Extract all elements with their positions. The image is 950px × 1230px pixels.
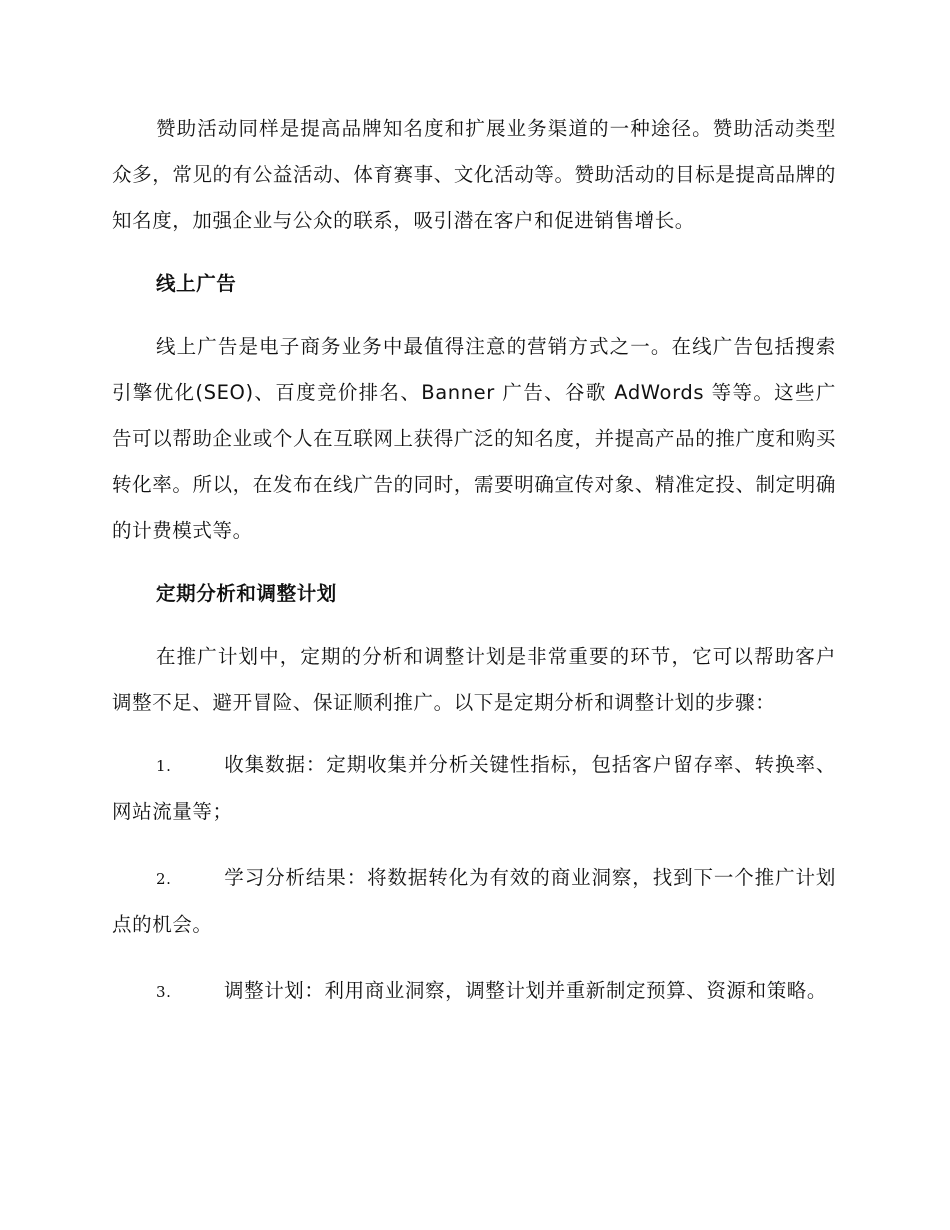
list-item — [112, 855, 836, 948]
document-body — [112, 106, 836, 1035]
list-item-number: 1. — [156, 757, 172, 775]
analysis-paragraph: 在推广计划中，定期的分析和调整计划是非常重要的环节，它可以帮助客户调整不足、避开冒险、保证顺利推广。以下是定期分析和调整计划的步骤： — [112, 645, 836, 714]
list-item-text: 调整计划：利用商业洞察，调整计划并重新制定预算、资源和策略。 — [224, 979, 828, 1002]
analysis-heading: 定期分析和调整计划 — [156, 582, 337, 605]
list-item-text: 学习分析结果：将数据转化为有效的商业洞察，找到下一个推广计划点的机会。 — [112, 866, 836, 936]
online-ads-heading: 线上广告 — [156, 272, 237, 295]
list-item-text: 收集数据：定期收集并分析关键性指标，包括客户留存率、转换率、网站流量等； — [112, 753, 836, 823]
online-ads-paragraph: 线上广告是电子商务业务中最值得注意的营销方式之一。在线广告包括搜索引擎优化(SEO)、百度竞价排名、Banner 广告、谷歌 AdWords 等等。这些广告可以帮助企业或个人在互联网上获得广泛的知名度，并提高产品的推广度和购买转化率。所以，在发布在线广告的同时，需要明确宣传对象、精准定投、制定明确的计费模式等。 — [112, 335, 836, 542]
list-item-number: 2. — [156, 870, 172, 888]
list-item-number: 3. — [156, 983, 172, 1001]
sponsor-paragraph: 赞助活动同样是提高品牌知名度和扩展业务渠道的一种途径。赞助活动类型众多，常见的有公益活动、体育赛事、文化活动等。赞助活动的目标是提高品牌的知名度，加强企业与公众的联系，吸引潜在客户和促进销售增长。 — [112, 117, 836, 232]
list-item — [112, 742, 836, 835]
list-item — [112, 968, 836, 1015]
